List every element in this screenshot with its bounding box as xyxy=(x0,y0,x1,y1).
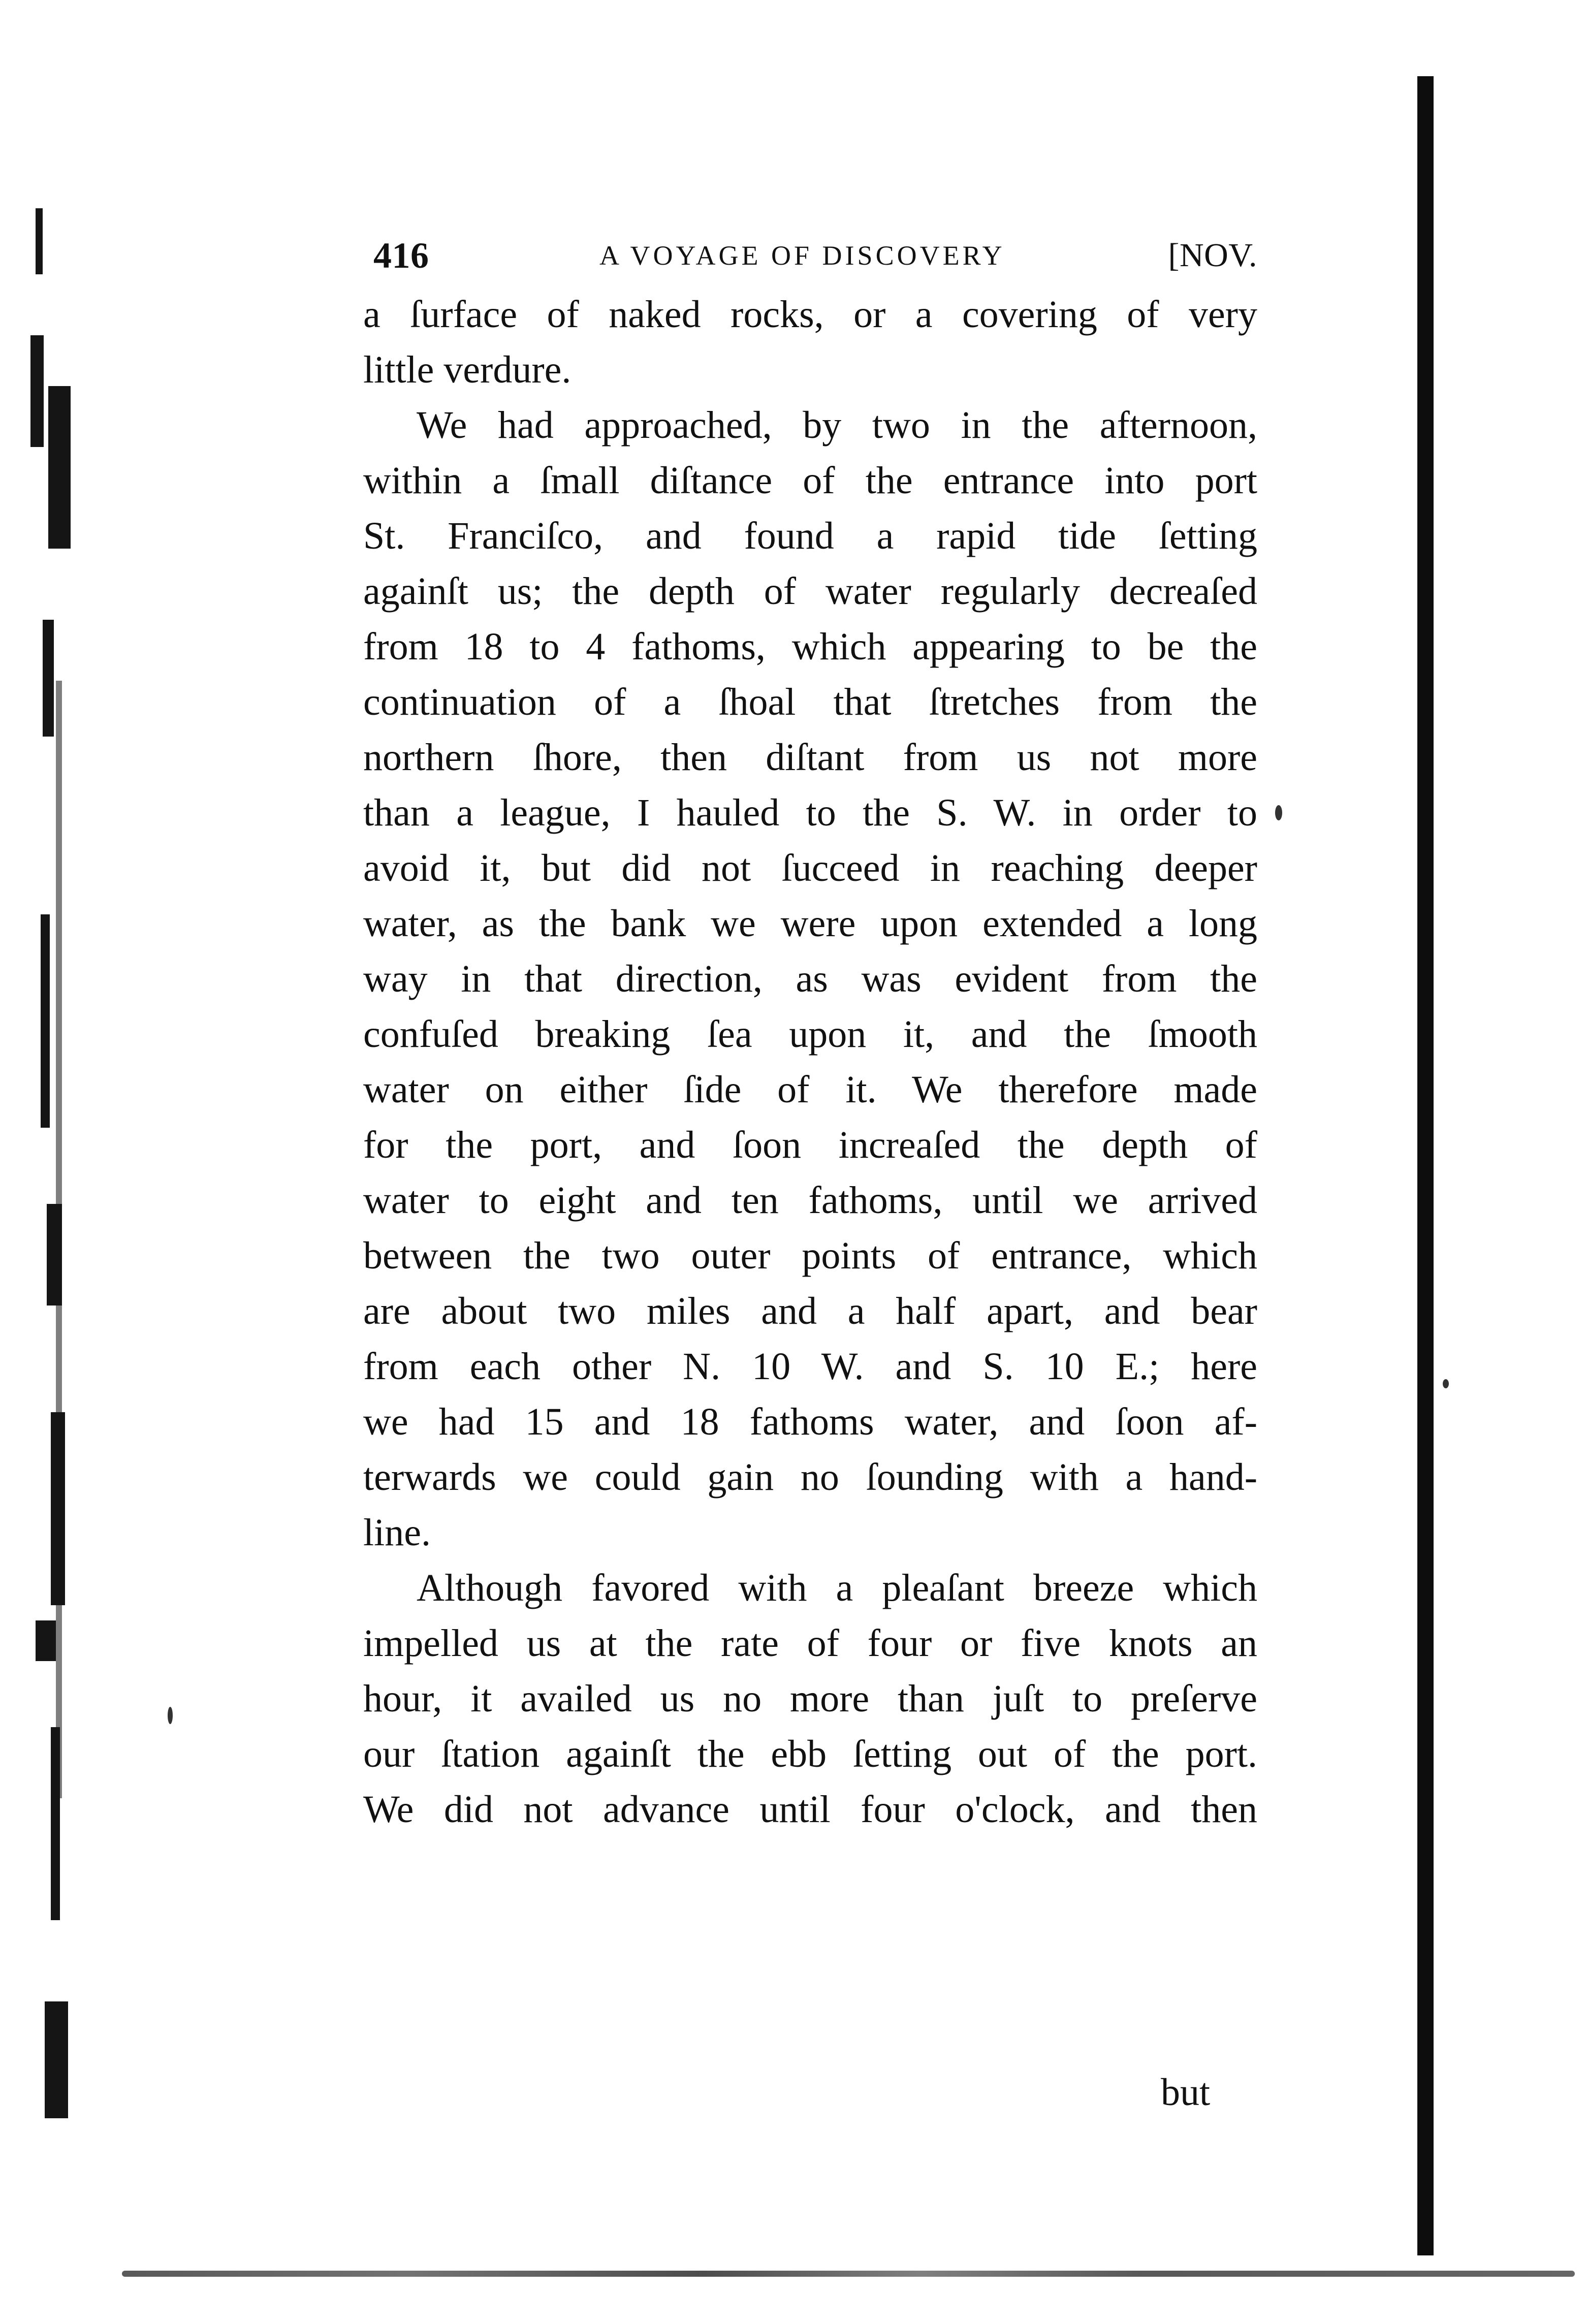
running-header xyxy=(373,228,1257,283)
binding-mark xyxy=(47,1204,62,1306)
paragraph xyxy=(363,398,1257,1561)
paragraph xyxy=(363,1561,1257,1837)
ink-speck xyxy=(1443,1379,1449,1388)
paragraph xyxy=(363,287,1257,398)
right-page-border xyxy=(1417,76,1434,2255)
text-line: water to eight and ten fathoms, until we arrived xyxy=(363,1179,1257,1222)
body-text xyxy=(363,287,1257,1837)
text-line: Although favored with a pleaſant breeze which xyxy=(417,1567,1257,1609)
text-line: northern ſhore, then diſtant from us not more xyxy=(363,736,1257,779)
binding-mark xyxy=(51,1727,60,1920)
text-line: a ſurface of naked rocks, or a covering of very xyxy=(363,293,1257,336)
text-line: than a league, I hauled to the S. W. in order to xyxy=(363,791,1257,834)
binding-mark xyxy=(41,914,50,1128)
text-line: St. Franciſco, and found a rapid tide ſetting xyxy=(363,515,1257,557)
binding-mark xyxy=(36,1620,56,1661)
text-line: hour, it availed us no more than juſt to preſerve xyxy=(363,1677,1257,1720)
text-line: little verdure. xyxy=(363,348,572,391)
text-line: we had 15 and 18 fathoms water, and ſoon af- xyxy=(363,1400,1257,1443)
text-line: water, as the bank we were upon extended a long xyxy=(363,902,1257,945)
text-line: way in that direction, as was evident from the xyxy=(363,958,1257,1000)
catchword: but xyxy=(1161,2071,1211,2114)
text-line: continuation of a ſhoal that ſtretches from the xyxy=(363,681,1257,723)
text-line: terwards we could gain no ſounding with a hand- xyxy=(363,1456,1257,1499)
text-line: are about two miles and a half apart, and bear xyxy=(363,1290,1257,1332)
text-line: our ſtation againſt the ebb ſetting out of the port. xyxy=(363,1733,1257,1775)
text-line: between the two outer points of entrance, which xyxy=(363,1234,1257,1277)
binding-mark xyxy=(45,2001,68,2118)
text-line: impelled us at the rate of four or five knots an xyxy=(363,1622,1257,1665)
ink-speck xyxy=(1275,805,1282,820)
text-line: line. xyxy=(363,1511,431,1554)
text-line: from each other N. 10 W. and S. 10 E.; here xyxy=(363,1345,1257,1388)
text-line: confuſed breaking ſea upon it, and the ſmooth xyxy=(363,1013,1257,1056)
running-title: A VOYAGE OF DISCOVERY xyxy=(599,240,1005,271)
binding-mark xyxy=(43,620,54,737)
ink-speck xyxy=(168,1707,173,1724)
text-line: We had approached, by two in the afternoon, xyxy=(417,404,1257,447)
left-binding-shadow xyxy=(20,61,91,2245)
binding-mark xyxy=(30,335,44,447)
page-number: 416 xyxy=(373,235,429,276)
binding-mark xyxy=(51,1412,65,1605)
binding-mark xyxy=(36,208,43,274)
bottom-page-edge xyxy=(122,2271,1575,2277)
text-line: within a ſmall diſtance of the entrance into port xyxy=(363,459,1257,502)
text-line: water on either ſide of it. We therefore made xyxy=(363,1068,1257,1111)
text-line: avoid it, but did not ſucceed in reaching deeper xyxy=(363,847,1257,889)
text-line: from 18 to 4 fathoms, which appearing to be the xyxy=(363,625,1257,668)
text-line: for the port, and ſoon increaſed the depth of xyxy=(363,1124,1257,1166)
running-date: [NOV. xyxy=(1168,237,1257,274)
binding-mark xyxy=(48,386,71,549)
text-line: againſt us; the depth of water regularly decreaſed xyxy=(363,570,1257,613)
text-line: We did not advance until four o'clock, and then xyxy=(363,1788,1257,1831)
